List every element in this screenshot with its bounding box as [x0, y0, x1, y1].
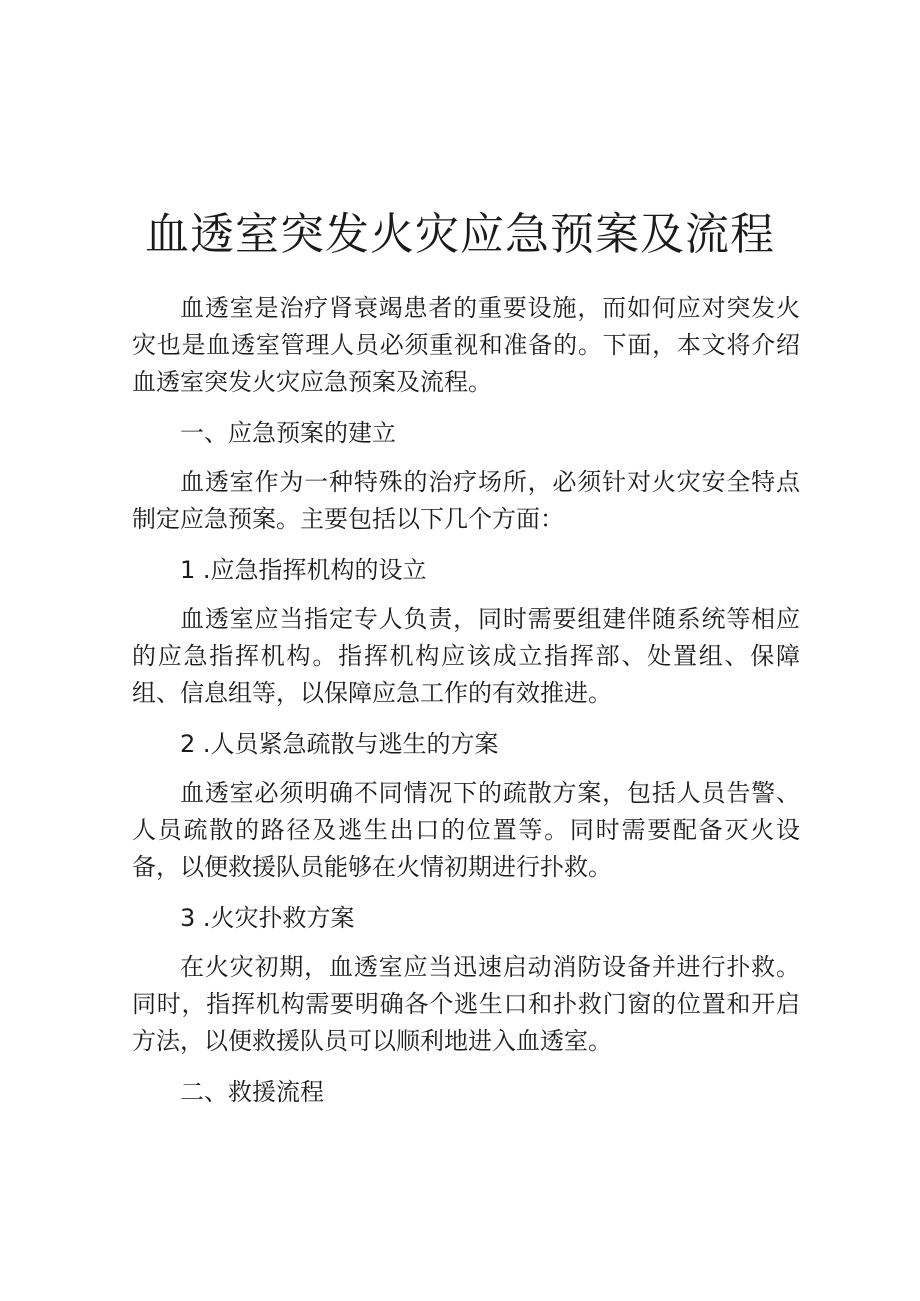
document-body [132, 290, 800, 1111]
section-2-heading: 二、救援流程 [180, 1078, 324, 1106]
item-2-body: 血透室必须明确不同情况下的疏散方案，包括人员告警、人员疏散的路径及逃生出口的位置等。同时需要配备灭火设备，以便救援队员能够在火情初期进行扑救。 [132, 779, 800, 881]
item-1-body: 血透室应当指定专人负责，同时需要组建伴随系统等相应的应急指挥机构。指挥机构应该成立指挥部、处置组、保障组、信息组等，以保障应急工作的有效推进。 [132, 605, 800, 707]
item-2-heading: 2 .人员紧急疏散与逃生的方案 [180, 730, 499, 758]
intro-paragraph: 血透室是治疗肾衰竭患者的重要设施，而如何应对突发火灾也是血透室管理人员必须重视和准备的。下面，本文将介绍血透室突发火灾应急预案及流程。 [132, 294, 800, 396]
item-3-heading: 3 .火灾扑救方案 [180, 904, 355, 932]
section-1-intro: 血透室作为一种特殊的治疗场所，必须针对火灾安全特点制定应急预案。主要包括以下几个方面： [132, 468, 800, 533]
item-1-heading: 1 .应急指挥机构的设立 [180, 556, 427, 584]
item-3-body: 在火灾初期，血透室应当迅速启动消防设备并进行扑救。同时，指挥机构需要明确各个逃生口和扑救门窗的位置和开启方法，以便救援队员可以顺利地进入血透室。 [132, 953, 800, 1055]
document-title: 血透室突发火灾应急预案及流程 [145, 209, 775, 260]
section-1-heading: 一、应急预案的建立 [180, 419, 396, 447]
